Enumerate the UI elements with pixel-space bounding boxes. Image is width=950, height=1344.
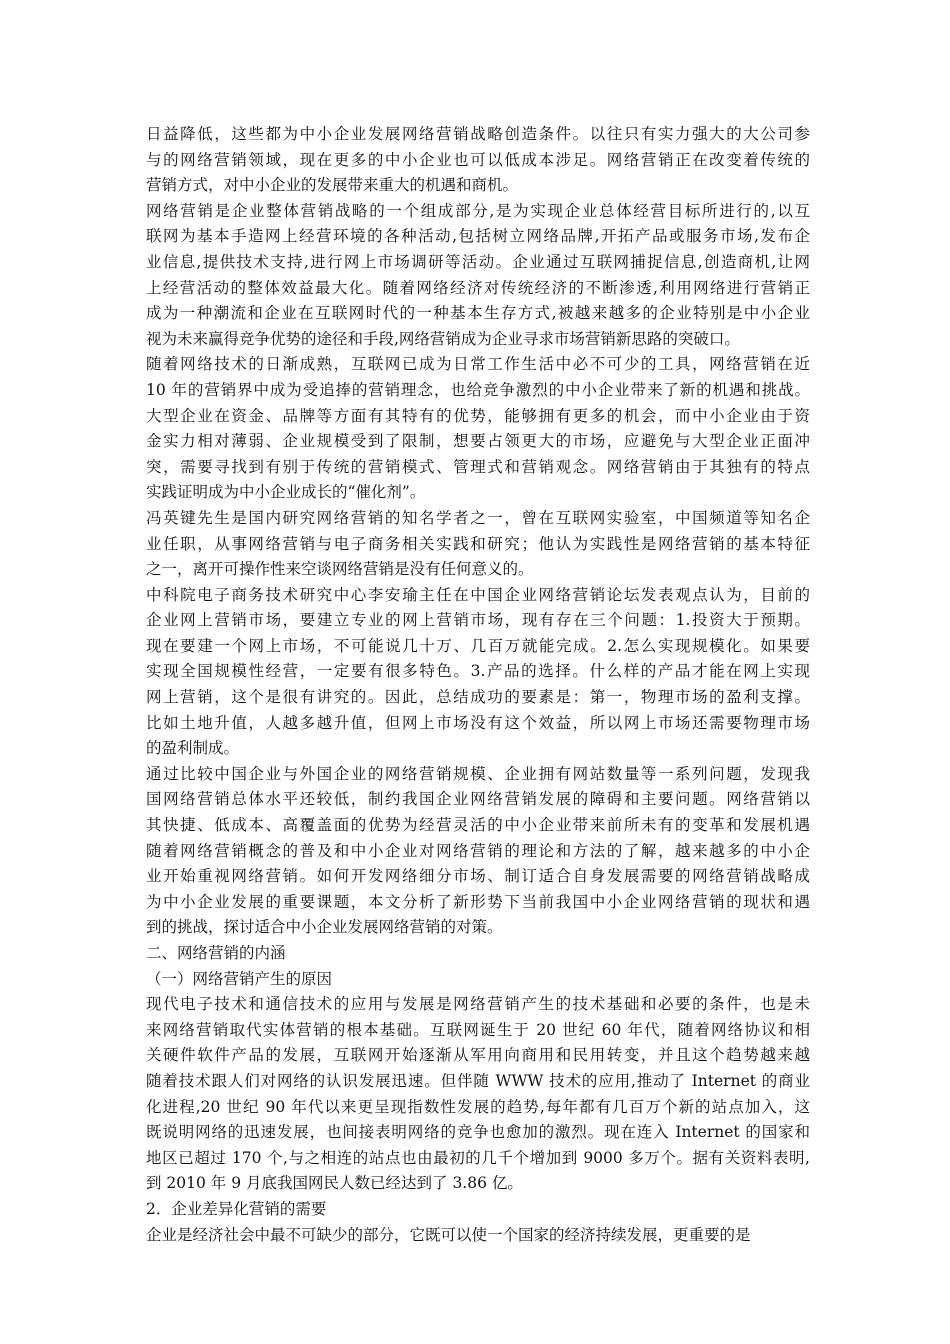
text-line: 10 年的营销界中成为受追捧的营销理念，也给竞争激烈的中小企业带来了新的机遇和挑战。 — [146, 380, 810, 399]
text-line: 业信息,提供技术支持,进行网上市场调研等活动。企业通过互联网捕捉信息,创造商机,让网 — [146, 252, 810, 271]
text-line: 其快捷、低成本、高覆盖面的优势为经营灵活的中小企业带来前所未有的变革和发展机遇 — [146, 816, 810, 835]
text-line: 冯英键先生是国内研究网络营销的知名学者之一，曾在互联网实验室，中国频道等知名企 — [146, 508, 810, 527]
text-line: 关硬件软件产品的发展，互联网开始逐渐从军用向商用和民用转变，并且这个趋势越来越 — [146, 1046, 810, 1065]
text-line: 现在要建一个网上市场，不可能说几十万、几百万就能完成。2.怎么实现规模化。如果要 — [146, 636, 810, 655]
text-line: 联网为基本手造网上经营环境的各种活动,包括树立网络品牌,开拓产品或服务市场,发布企 — [146, 227, 810, 246]
text-line: 网上营销，这个是很有讲究的。因此，总结成功的要素是：第一，物理市场的盈利支撑。 — [146, 688, 810, 707]
text-line: 企业网上营销市场，要建立专业的网上营销市场，现有存在三个问题：1.投资大于预期。 — [146, 611, 810, 630]
text-line: 营销方式，对中小企业的发展带来重大的机遇和商机。 — [146, 176, 519, 195]
text-line: 来网络营销取代实体营销的根本基础。互联网诞生于 20 世纪 60 年代，随着网络协议和相 — [146, 1020, 810, 1039]
text-line: 到 2010 年 9 月底我国网民人数已经达到了 3.86 亿。 — [146, 1174, 523, 1193]
text-line: 金实力相对薄弱、企业规模受到了限制，想要占领更大的市场，应避免与大型企业正面冲 — [146, 432, 810, 451]
text-line: 比如土地升值，人越多越升值，但网上市场没有这个效益，所以网上市场还需要物理市场 — [146, 713, 810, 732]
section-heading: 二、网络营销的内涵 — [146, 944, 286, 962]
text-line: 中科院电子商务技术研究中心李安瑜主任在中国企业网络营销论坛发表观点认为，目前的 — [146, 585, 810, 604]
text-line: 与的网络营销领域，现在更多的中小企业也可以低成本涉足。网络营销正在改变着传统的 — [146, 150, 810, 169]
text-line: 的盈利制成。 — [146, 739, 240, 758]
text-line: 化进程,20 世纪 90 年代以来更呈现指数性发展的趋势,每年都有几百万个新的站点加入，这 — [146, 1097, 810, 1116]
text-line: 突，需要寻找到有别于传统的营销模式、管理式和营销观念。网络营销由于其独有的特点 — [146, 457, 810, 476]
section-heading: （一）网络营销产生的原因 — [146, 969, 333, 988]
text-line: 地区已超过 170 个,与之相连的站点也由最初的几千个增加到 9000 多万个。据有关资料表明, — [146, 1148, 810, 1167]
text-line: 上经营活动的整体效益最大化。随着网络经济对传统经济的不断渗透,利用网络进行营销正 — [146, 278, 810, 297]
text-line: 现代电子技术和通信技术的应用与发展是网络营销产生的技术基础和必要的条件，也是未 — [146, 995, 810, 1014]
text-line: 日益降低，这些都为中小企业发展网络营销战略创造条件。以往只有实力强大的大公司参 — [146, 125, 810, 143]
text-line: 视为未来赢得竞争优势的途径和手段,网络营销成为企业寻求市场营销新思路的突破口。 — [146, 329, 740, 348]
text-line: 大型企业在资金、品牌等方面有其特有的优势，能够拥有更多的机会，而中小企业由于资 — [146, 406, 810, 425]
text-line: 随着网络技术的日渐成熟，互联网已成为日常工作生活中必不可少的工具，网络营销在近 — [146, 355, 810, 374]
text-line: 实践证明成为中小企业成长的“催化剂”。 — [146, 483, 426, 502]
text-line: 通过比较中国企业与外国企业的网络营销规模、企业拥有网站数量等一系列问题，发现我 — [146, 764, 810, 783]
text-line: 既说明网络的迅速发展，也间接表明网络的竞争也愈加的激烈。现在连入 Internet 的国家和 — [146, 1123, 810, 1142]
document-body — [146, 122, 810, 1248]
text-line: 为中小企业发展的重要课题，本文分析了新形势下当前我国中小企业网络营销的现状和遇 — [146, 892, 810, 911]
text-line: 网络营销是企业整体营销战略的一个组成部分,是为实现企业总体经营目标所进行的,以互 — [146, 201, 810, 220]
text-line: 随着技术跟人们对网络的认识发展迅速。但伴随 WWW 技术的应用,推动了 Internet 的商业 — [146, 1071, 810, 1090]
subsection-heading: 2．企业差异化营销的需要 — [146, 1199, 327, 1218]
text-line: 实现全国规模性经营，一定要有很多特色。3.产品的选择。什么样的产品才能在网上实现 — [146, 662, 810, 681]
text-line: 业任职，从事网络营销与电子商务相关实践和研究；他认为实践性是网络营销的基本特征 — [146, 534, 810, 553]
text-line: 到的挑战，探讨适合中小企业发展网络营销的对策。 — [146, 918, 503, 937]
text-line: 企业是经济社会中最不可缺少的部分，它既可以使一个国家的经济持续发展，更重要的是 — [146, 1225, 751, 1244]
text-line: 随着网络营销概念的普及和中小企业对网络营销的理论和方法的了解，越来越多的中小企 — [146, 841, 810, 860]
text-line: 成为一种潮流和企业在互联网时代的一种基本生存方式,被越来越多的企业特别是中小企业 — [146, 304, 810, 323]
text-line: 之一，离开可操作性来空谈网络营销是没有任何意义的。 — [146, 560, 534, 579]
text-line: 业开始重视网络营销。如何开发网络细分市场、制订适合自身发展需要的网络营销战略成 — [146, 867, 810, 886]
text-line: 国网络营销总体水平还较低，制约我国企业网络营销发展的障碍和主要问题。网络营销以 — [146, 790, 810, 809]
